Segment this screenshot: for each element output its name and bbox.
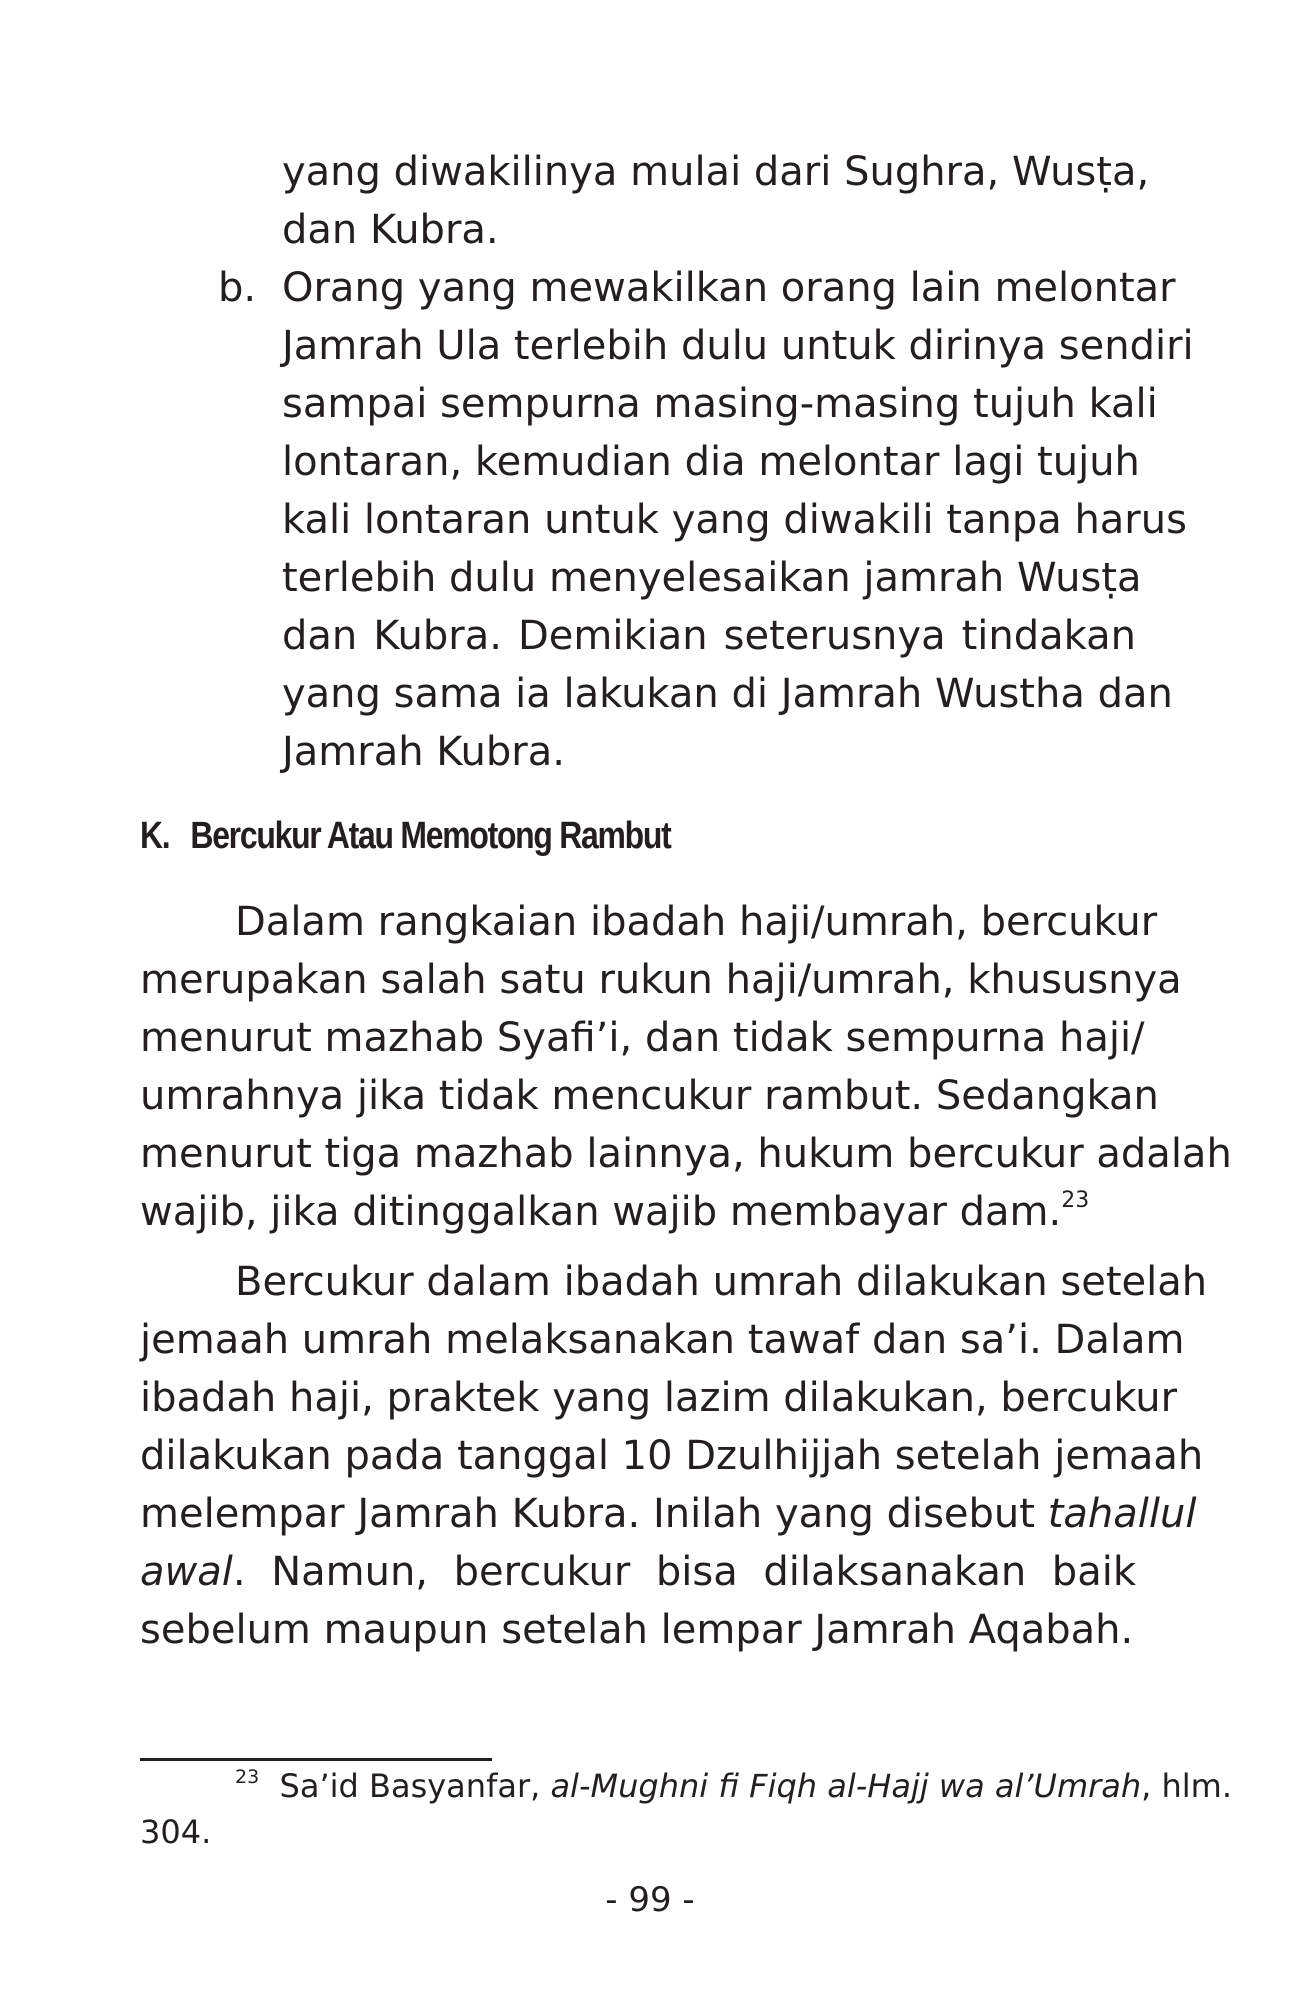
paragraph-1-line-1: Dalam rangkaian ibadah haji/umrah, bercukur <box>235 899 1158 945</box>
paragraph-2-line-7: sebelum maupun setelah lempar Jamrah Aqabah. <box>140 1607 1134 1653</box>
term-tahallul: tahallul <box>1047 1491 1197 1537</box>
paragraph-2-line-5-text: melempar Jamrah Kubra. Inilah yang disebut <box>140 1491 1048 1537</box>
section-letter: K. <box>140 815 170 857</box>
paragraph-1-line-5: menurut tiga mazhab lainnya, hukum bercukur adalah <box>140 1131 1232 1177</box>
list-item-b-line-2: Jamrah Ula terlebih dulu untuk dirinya sendiri <box>282 323 1194 369</box>
paragraph-1-line-4: umrahnya jika tidak mencukur rambut. Sedangkan <box>140 1073 1159 1119</box>
paragraph-2-line-2: jemaah umrah melaksanakan tawaf dan sa’i. Dalam <box>140 1317 1185 1363</box>
list-item-b-line-8: yang sama ia lakukan di Jamrah Wustha dan <box>282 671 1173 717</box>
paragraph-2-line-5 <box>140 1490 1197 1538</box>
list-item-b-line-1: Orang yang mewakilkan orang lain melontar <box>282 265 1176 311</box>
term-awal: awal <box>140 1549 233 1595</box>
paragraph-1-line-6 <box>140 1188 1136 1236</box>
page-number: - 99 - <box>605 1880 695 1920</box>
paragraph-1-line-2: merupakan salah satu rukun haji/umrah, khususnya <box>140 957 1182 1003</box>
list-continuation-line-2: dan Kubra. <box>282 207 499 253</box>
footnote-number: 23 <box>235 1766 260 1788</box>
paragraph-2-line-4: dilakukan pada tanggal 10 Dzulhijjah setelah jemaah <box>140 1433 1204 1479</box>
section-heading <box>140 812 671 860</box>
footnote-reference: 23 <box>1061 1188 1090 1213</box>
list-continuation-line-1: yang diwakilinya mulai dari Sughra, Wusṭa, <box>282 149 1150 195</box>
footnote-separator <box>140 1758 492 1761</box>
paragraph-2-line-6-text: . Namun, bercukur bisa dilaksanakan baik <box>232 1549 1136 1595</box>
paragraph-2-line-3: ibadah haji, praktek yang lazim dilakukan, bercukur <box>140 1375 1178 1421</box>
paragraph-1-line-6-text: wajib, jika ditinggalkan wajib membayar dam. <box>140 1189 1062 1235</box>
footnote-pages: , hlm. <box>1141 1767 1233 1805</box>
section-title: Bercukur Atau Memotong Rambut <box>190 815 671 857</box>
paragraph-2-line-1: Bercukur dalam ibadah umrah dilakukan setelah <box>235 1259 1208 1305</box>
footnote-line-1 <box>235 1766 1232 1806</box>
paragraph-2-line-6 <box>140 1548 1136 1596</box>
list-item-b-line-9: Jamrah Kubra. <box>282 729 565 775</box>
list-item-b-line-5: kali lontaran untuk yang diwakili tanpa harus <box>282 497 1187 543</box>
footnote-author: Sa’id Basyanfar, <box>279 1767 551 1805</box>
list-item-b-line-4: lontaran, kemudian dia melontar lagi tujuh <box>282 439 1140 485</box>
footnote-line-2: 304. <box>140 1813 212 1851</box>
footnote-work-title: al-Mughni fi Fiqh al-Hajj wa al’Umrah <box>550 1767 1142 1805</box>
list-item-b-line-3: sampai sempurna masing-masing tujuh kali <box>282 381 1158 427</box>
paragraph-1-line-3: menurut mazhab Syafi’i, dan tidak sempurna haji/ <box>140 1015 1145 1061</box>
list-marker-b: b. <box>218 265 257 311</box>
list-item-b-line-6: terlebih dulu menyelesaikan jamrah Wusṭa <box>282 555 1142 601</box>
list-item-b-line-7: dan Kubra. Demikian seterusnya tindakan <box>282 613 1136 659</box>
